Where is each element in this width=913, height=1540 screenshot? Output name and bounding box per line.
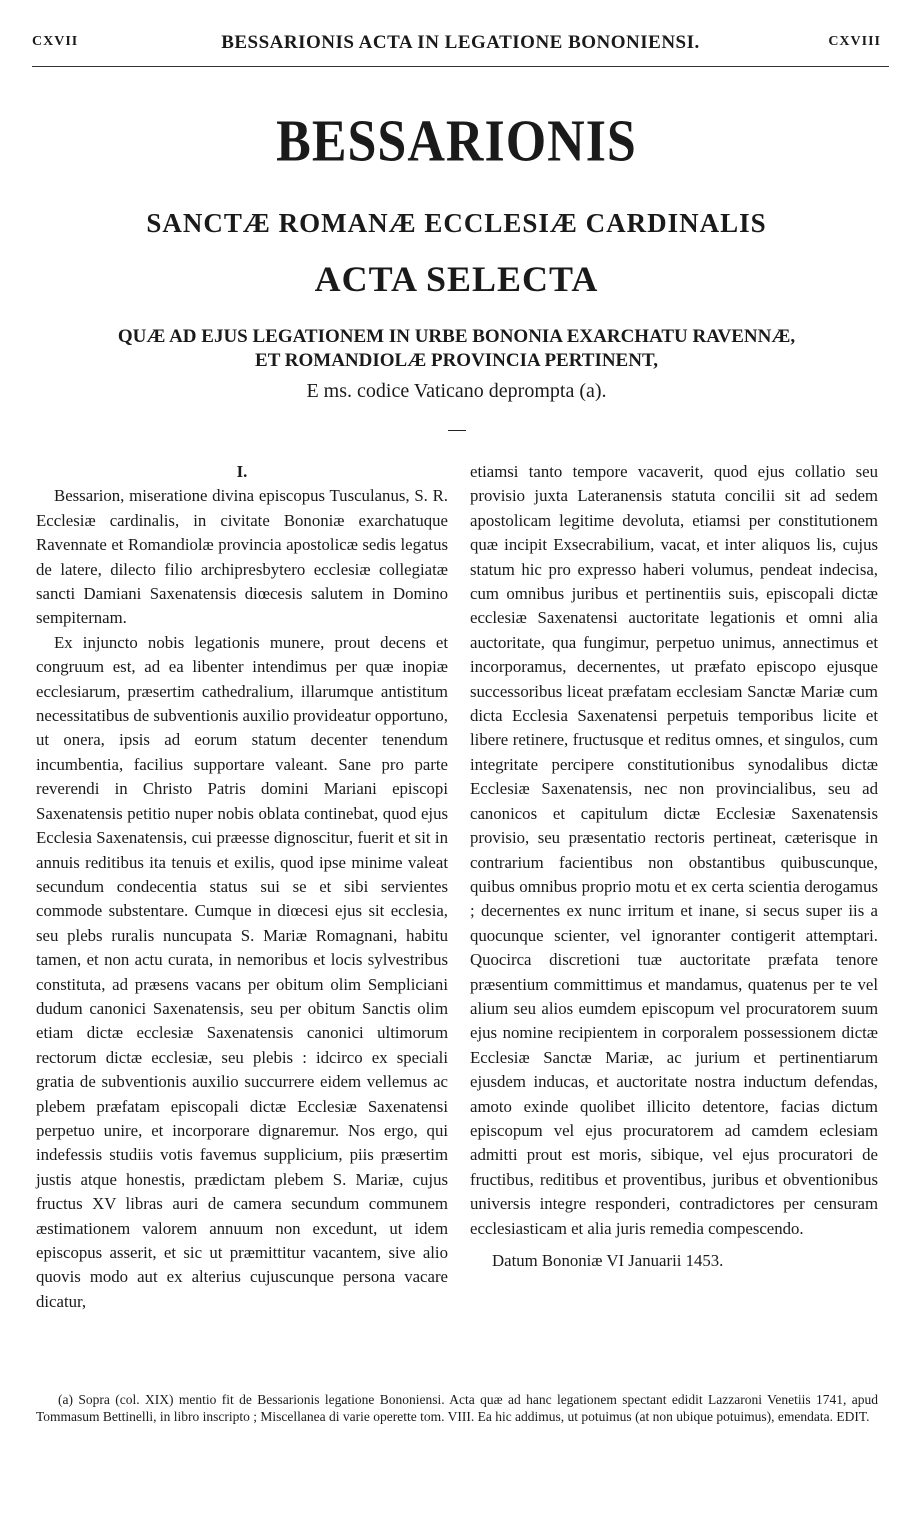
page-number-left: CXVII	[32, 34, 79, 49]
subtitle: SANCTÆ ROMANÆ ECCLESIÆ CARDINALIS	[146, 208, 767, 238]
salutation-paragraph: Bessarion, miseratione divina episcopus Tusculanus, S. R. Ecclesiæ cardinalis, in civitate Bononiæ exarchatuque Ravennate et Romandiolæ provincia apostolicæ sedis legatus de latere, dilecto filio archipresbytero ecclesiæ collegiatæ sancti Damiani Saxenatensis diœcesis salutem in Domino sempiternam.	[36, 486, 448, 628]
description-line-1: QUÆ AD EJUS LEGATIONEM IN URBE BONONIA EXARCHATU RAVENNÆ,	[117, 326, 796, 347]
source-line: E ms. codice Vaticano deprompta (a).	[306, 380, 607, 402]
footnote	[36, 1392, 878, 1425]
running-title: BESSARIONIS ACTA IN LEGATIONE BONONIENSI.	[221, 32, 700, 53]
body-paragraph-continued: etiamsi tanto tempore vacaverit, quod ejus collatio seu provisio juxta Lateranensis statuta concilii sit ad sedem apostolicam legitime devoluta, etiamsi per constitutionem quæ incipit Exsecrabilium, vacat, et inter aliquos lis, cujus statum hic pro expresso haberi volumus, pendeat indecisa, cum omnibus juribus et pertinentiis suis, episcopali dictæ ecclesiæ Saxenatensi auctoritate legationis et omni alia auctoritate, qua fungimur, perpetuo unimus, annectimus et incorporamus, decernentes, ut præfato episcopo ejusque successoribus liceat præfatam ecclesiam Sanctæ Mariæ cum dicta Ecclesia Saxenatensi perpetuis temporibus licite et libere retinere, fructusque et reditus omnes, et singulos, cum integritate percipere constitutionibus synodalibus dictæ Ecclesiæ Saxenatensis, nec non provincialibus, seu ad canonicos et capitulum dictæ Ecclesiæ Saxenatensis provisio, seu præsentatio rectoris pertineat, cæterisque in contrarium facientibus non obstantibus quibuscunque, quibus omnibus proprio motu et ex certa scientia derogamus ; decernentes ex nunc irritum et inane, si secus super iis a quocunque scienter, vel ignoranter contigerit attemptari. Quocirca discretioni tuæ auctoritate præfata tenore præsentium committimus et mandamus, quatenus per te vel alium seu alios eumdem episcopum vel procuratorem suum ejus nomine recipientem in corporalem possessionem dictæ Ecclesiæ Sanctæ Mariæ, ac jurium et pertinentiarum ejusdem inducas, et auctoritate nostra inductum defendas, amoto exinde quolibet illicito detentore, facias dictum episcopum vel ejus procuratorem ad camdem eclesiam admitti prout est moris, sibique, vel ejus procuratori de fructibus, reditibus et proventibus, juribus et obventionibus universis integre responderi, contradictores per censuram ecclesiasticam et alia juris remedia compescendo.	[470, 462, 878, 1238]
date-line: Datum Bononiæ VI Januarii 1453.	[492, 1251, 724, 1270]
section-number: I.	[236, 462, 248, 481]
body-paragraph: Ex injuncto nobis legationis munere, prout decens et congruum est, ad ea libenter intendimus per quæ inopiæ ecclesiarum, præsertim cathedralium, illarumque antistitum necessitatibus de subventionis auxilio provideatur opportuno, ut onera, ipsis ad eorum statum decenter tenendum incumbentia, facilius supportare valeant. Sane pro parte reverendi in Christo Patris domini Mariani episcopi Saxenatensis petitio nuper nobis oblata continebat, quod ejus Ecclesia Saxenatensis, cui præesse dignoscitur, fuerit et sit in annuis reditibus ita tenuis et exilis, quod ipse minime valeat secundum condecentia status sui se et sibi servientes commode substentare. Cumque in diœcesi ejus sit ecclesia, seu plebs ruralis nuncupata S. Mariæ Romagnani, habitu tamen, et non actu curata, in nemoribus et locis sylvestribus constituta, ad præsens vacans per obitum olim Sempliciani dudum canonici Saxenatensis, seu per obitum Sanctis olim etiam dictæ ecclesiæ Saxenatensis canonici ultimorum rectorum dictæ ecclesiæ, seu plebis : idcirco ex speciali gratia de subventionis auxilio succurrere eidem vellemus ac plebem præfatam episcopali dictæ Ecclesiæ Saxenatensi perpetuo unire, et incorporare dignaremur. Nos ergo, qui indefessis studiis votis favemus supplicium, piis præsertim justis atque honestis, prædictam plebem S. Mariæ, cujus fructus XV libras auri de camera secundum communem æstimationem valorem annuum non excedunt, ut idem episcopus asserit, et sic ut præmittitur vacantem, sive alio quovis modo aut ex alterius cujuscunque persona vacare dicatur,	[36, 632, 449, 1311]
left-column	[36, 460, 448, 1314]
main-title: BESSARIONIS	[276, 108, 637, 175]
acta-title: ACTA SELECTA	[314, 259, 599, 299]
description-line-2: ET ROMANDIOLÆ PROVINCIA PERTINENT,	[255, 350, 658, 371]
title-separator	[448, 430, 466, 431]
page-number-right: CXVIII	[828, 34, 881, 49]
header-rule	[32, 66, 889, 67]
running-head	[32, 30, 889, 60]
right-column	[470, 460, 878, 1273]
footnote-text: (a) Sopra (col. XIX) mentio fit de Bessarionis legatione Bononiensi. Acta quæ ad hanc legationem spectant edidit Lazzaroni Venetiis 1741, apud Tommasum Bettinelli, in libro inscripto ; Miscellanea di varie operette tom. VIII. Ea hic addimus, ut potuimus (at non ubique potuimus), emendata. EDIT.	[36, 1392, 878, 1424]
